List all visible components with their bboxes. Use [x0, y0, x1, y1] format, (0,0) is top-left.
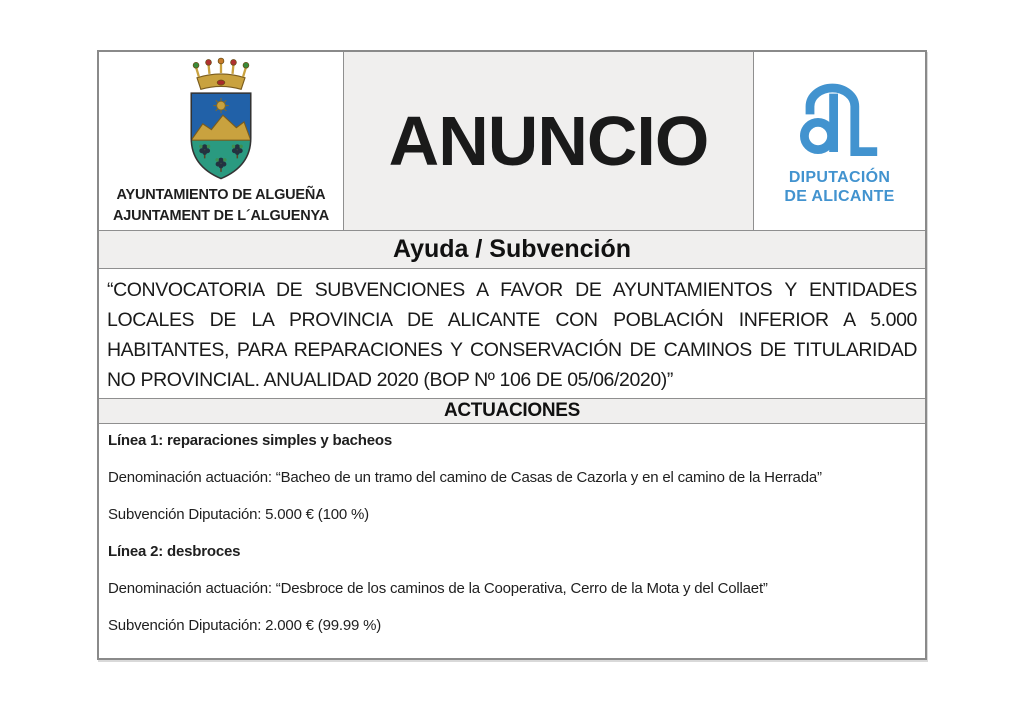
linea-1-denominacion: Denominación actuación: “Bacheo de un tramo del camino de Casas de Cazorla y en el camino de la Herrada”	[108, 469, 822, 486]
municipality-name-es: AYUNTAMIENTO DE ALGUEÑA	[116, 187, 326, 203]
linea-2-denominacion: Denominación actuación: “Desbroce de los caminos de la Cooperativa, Cerro de la Mota y del Collaet”	[108, 580, 768, 597]
linea-2-subvencion: Subvención Diputación: 2.000 € (99.99 %)	[108, 617, 382, 634]
diputacion-name-line1: DIPUTACIÓN	[788, 169, 891, 186]
document-title: ANUNCIO	[388, 102, 709, 180]
diputacion-cell	[754, 52, 925, 230]
subtitle-band	[99, 231, 925, 269]
diputacion-name-line2: DE ALICANTE	[784, 188, 895, 205]
convocatoria-text: “CONVOCATORIA DE SUBVENCIONES A FAVOR DE AYUNTAMIENTOS Y ENTIDADES LOCALES DE LA PROVINCIA DE ALICANTE CON POBLACIÓN INFERIOR A 5.000 HABITANTES, PARA REPARACIONES Y CONSERVACIÓN DE CAMINOS DE TITULARIDAD NO PROVINCIAL. ANUALIDAD 2020 (BOP Nº 106 DE 05/06/2020)”	[107, 279, 917, 391]
crown-icon	[193, 58, 249, 89]
municipality-cell	[99, 52, 344, 230]
actuaciones-body	[99, 424, 925, 658]
convocatoria-row	[99, 269, 925, 398]
anuncio-cell	[344, 52, 754, 230]
linea-1-subvencion: Subvención Diputación: 5.000 € (100 %)	[108, 506, 369, 523]
subtitle-label: Ayuda / Subvención	[392, 235, 631, 263]
diputacion-alicante-logo-icon	[794, 76, 886, 168]
section-band	[99, 398, 925, 424]
header-row	[99, 52, 925, 231]
announcement-table	[97, 50, 927, 660]
shield-icon	[191, 93, 251, 182]
linea-2-title: Línea 2: desbroces	[108, 543, 241, 560]
section-label: ACTUACIONES	[443, 400, 581, 421]
municipality-name-val: AJUNTAMENT DE L´ALGUENYA	[113, 207, 329, 224]
alguena-coat-of-arms-icon	[173, 56, 269, 184]
linea-1-title: Línea 1: reparaciones simples y bacheos	[108, 432, 392, 449]
